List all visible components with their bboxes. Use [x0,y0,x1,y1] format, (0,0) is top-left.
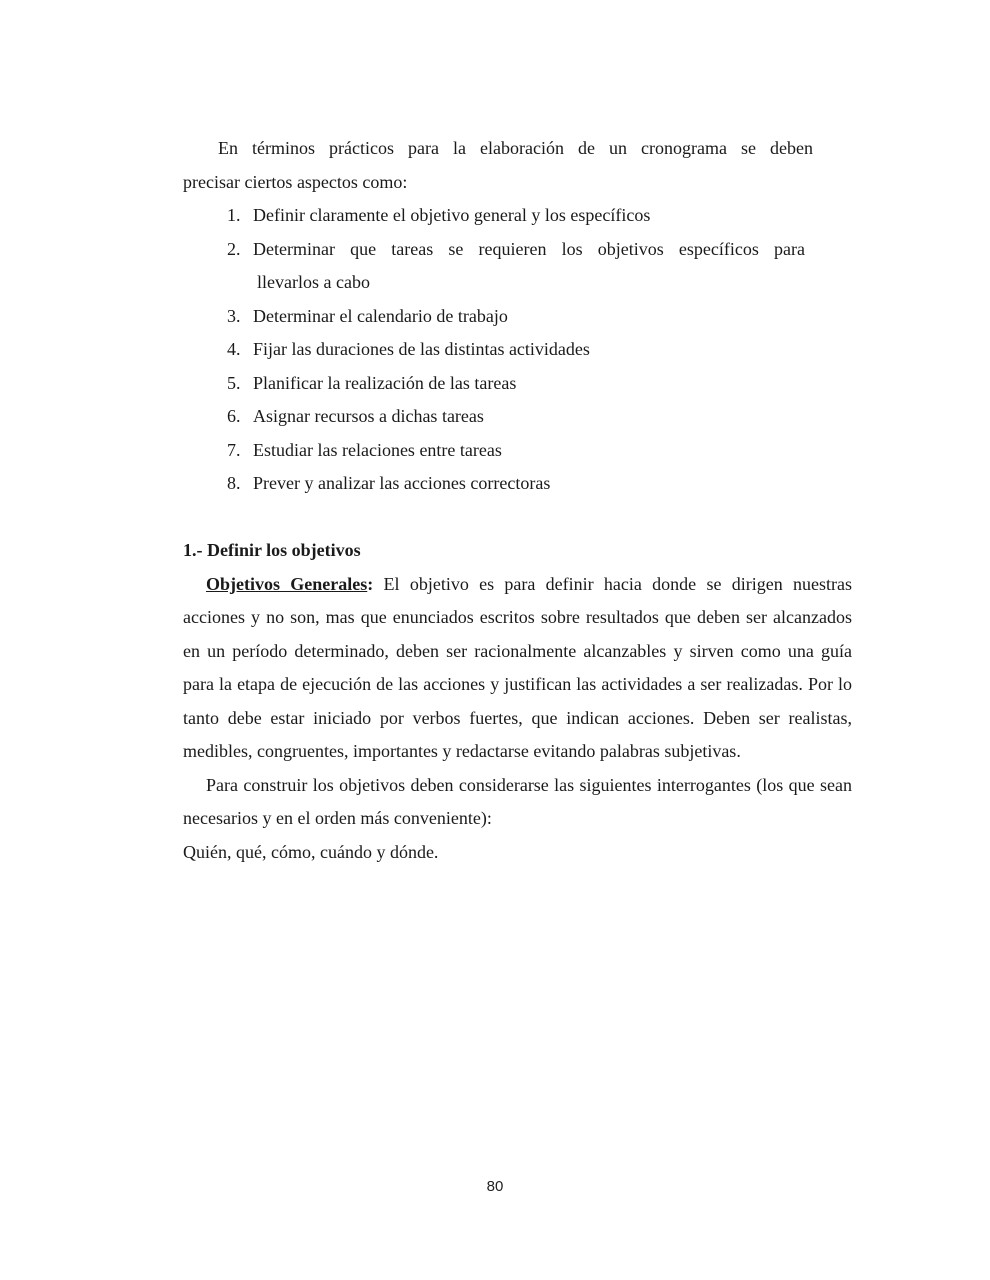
intro-line-1: En términos prácticos para la elaboración de un cronograma se deben [218,138,813,158]
objectives-paragraph-text: El objetivo es para definir hacia donde se dirigen nuestras acciones y no son, mas que enunciados escritos sobre resultados que deben ser alcanzados en un período determinado, deben ser racionalmente alcanzables y sirven como una guía para la etapa de ejecución de las acciones y justifican las actividades a ser realizadas. Por lo tanto debe estar iniciado por verbos fuertes, que indican acciones. Deben ser realistas, medibles, congruentes, importantes y redactarse evitando palabras subjetivas. [183,573,852,761]
list-item-number: 2. [227,238,241,259]
list-item-text: Definir claramente el objetivo general y los específicos [253,205,651,225]
list-item [183,400,805,434]
section-heading: 1.- Definir los objetivos [183,540,361,560]
objectives-paragraph [183,568,852,769]
list-item-number: 1. [227,205,241,225]
page-body [183,132,852,869]
list-item [183,199,805,233]
list-item-text: Estudiar las relaciones entre tareas [253,439,502,460]
intro-paragraph [183,132,813,199]
task-list [183,199,852,501]
list-item-text-continued: llevarlos a cabo [257,272,370,292]
list-item [183,367,805,401]
intro-line-2: precisar ciertos aspectos como: [183,171,408,192]
blank-line [183,501,852,535]
list-item-text: Determinar el calendario de trabajo [253,305,508,326]
list-item-number: 7. [227,439,241,460]
questions-line: Quién, qué, cómo, cuándo y dónde. [183,841,439,862]
list-item-text: Fijar las duraciones de las distintas actividades [253,339,590,359]
list-item-number: 8. [227,473,241,493]
list-item-number: 4. [227,339,241,359]
list-item [183,233,805,300]
term-colon: : [367,573,374,594]
list-item-text: Determinar que tareas se requieren los objetivos específicos para [253,238,805,259]
list-item [183,467,805,501]
list-item-text: Prever y analizar las acciones correctoras [253,473,551,493]
list-item-number: 6. [227,406,241,426]
list-item-text: Planificar la realización de las tareas [253,372,517,393]
list-item [183,333,805,367]
list-item [183,434,805,468]
list-item-text: Asignar recursos a dichas tareas [253,406,484,426]
list-item-number: 3. [227,305,241,326]
construction-paragraph: Para construir los objetivos deben considerarse las siguientes interrogantes (los que sean necesarios y en el orden más conveniente): [183,774,852,828]
term-objetivos-generales: Objetivos Generales [206,573,368,594]
list-item-number: 5. [227,372,241,393]
page-number: 80 [486,1178,504,1195]
list-item [183,300,805,334]
